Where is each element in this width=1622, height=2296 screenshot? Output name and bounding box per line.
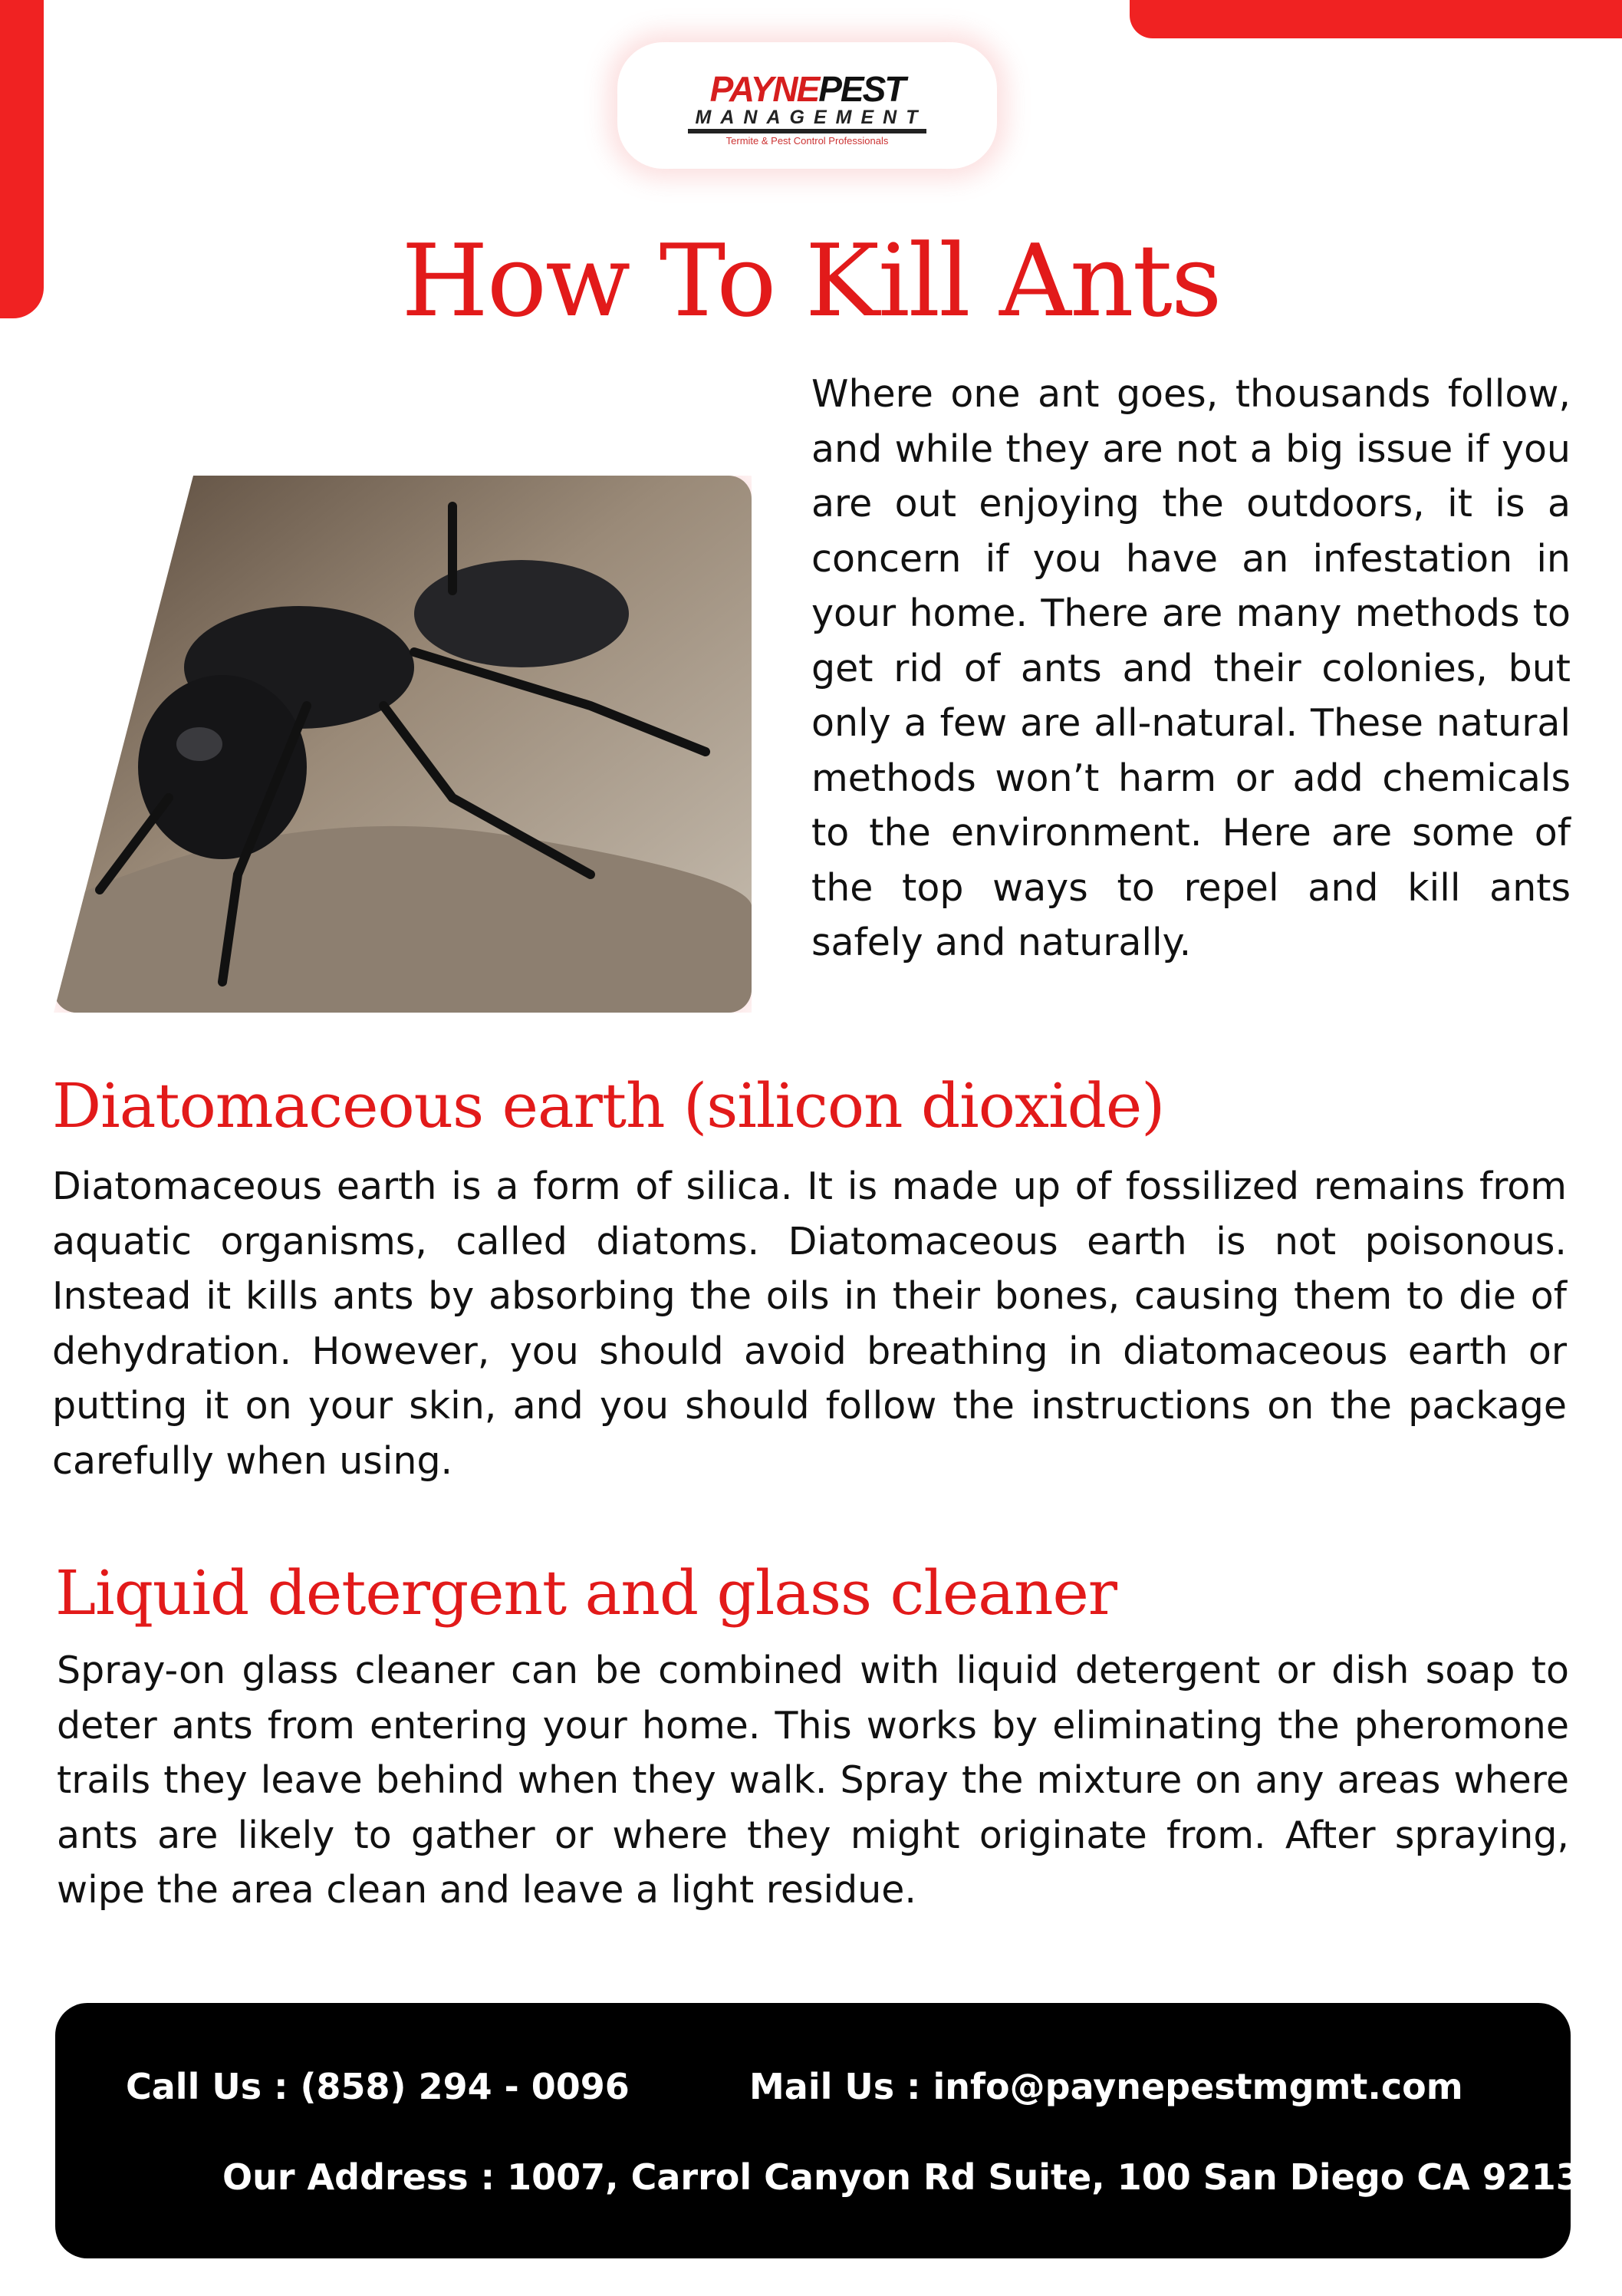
phone-contact[interactable]: Call Us : (858) 294 - 0096 [126, 2066, 630, 2107]
logo-brand-black: PEST [818, 69, 905, 109]
address: Our Address : 1007, Carrol Canyon Rd Suite, 100 San Diego CA 92131 [222, 2156, 1605, 2198]
logo-brand-red: PAYNE [709, 69, 819, 109]
decorative-top-bar [1130, 0, 1622, 38]
intro-paragraph: Where one ant goes, thousands follow, and while they are not a big issue if you are out enjoying the outdoors, it is a concern if you have an infestation in your home. There are many methods to get rid of ants and their colonies, but only a few are all-natural. These natural methods won’t harm or add chemicals to the environment. Here are some of the top ways to repel and kill ants safely and naturally. [811, 372, 1571, 964]
logo-tagline: Termite & Pest Control Professionals [725, 135, 889, 147]
logo-subtitle: MANAGEMENT [688, 107, 927, 133]
section-heading-diatomaceous: Diatomaceous earth (silicon dioxide) [52, 1070, 1165, 1141]
section-heading-detergent: Liquid detergent and glass cleaner [55, 1557, 1117, 1629]
section-body-diatomaceous: Diatomaceous earth is a form of silica. It is made up of fossilized remains from aquatic organisms, called diatoms. Diatomaceous earth is not poisonous. Instead it kills ants by absorbing the oils in their bones, causing them to die of dehydration. However, you should avoid breathing in diatomaceous earth or putting it on your skin, and you should follow the instructions on the package carefully when using. [52, 1164, 1567, 1483]
contact-footer [55, 2003, 1605, 2258]
email-contact[interactable]: Mail Us : info@paynepestmgmt.com [749, 2066, 1463, 2107]
ant-photo [54, 476, 752, 1013]
page-title: How To Kill Ants [401, 222, 1221, 339]
section-body-detergent: Spray-on glass cleaner can be combined with liquid detergent or dish soap to deter ants from entering your home. This works by eliminating the pheromone trails they leave behind when they walk. Spray the mixture on any areas where ants are likely to gather or where they might originate from. After spraying, wipe the area clean and leave a light residue. [57, 1649, 1569, 1912]
logo [617, 42, 997, 169]
